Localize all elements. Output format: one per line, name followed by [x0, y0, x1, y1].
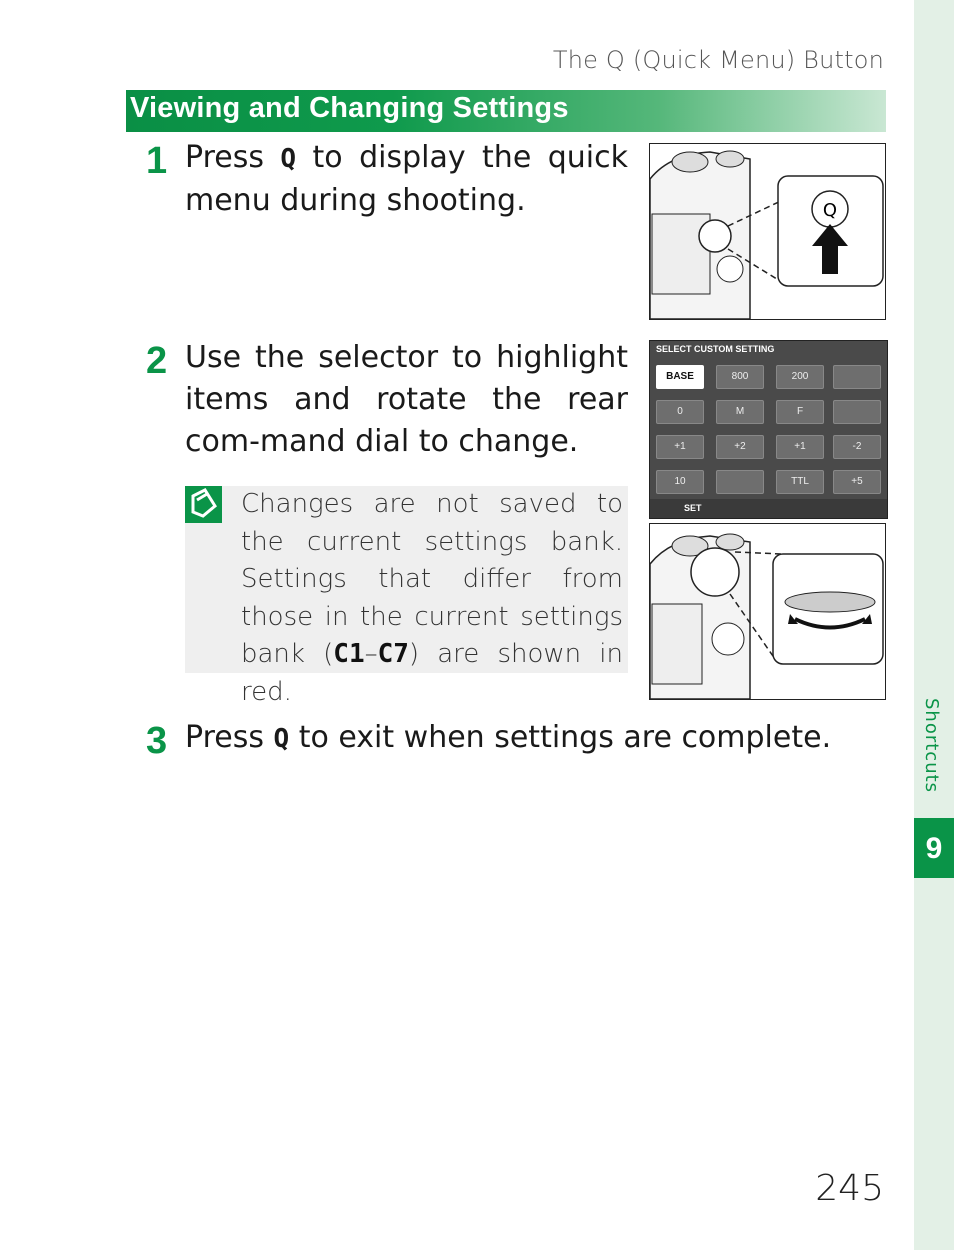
- camera-q-button-illustration: [649, 143, 886, 320]
- section-title: Viewing and Changing Settings: [130, 92, 569, 124]
- quick-menu-cell: +5: [833, 470, 881, 494]
- q-button-label: Q: [822, 200, 838, 221]
- quick-menu-cell: 10: [656, 470, 704, 494]
- step-1-text: [185, 137, 628, 222]
- quick-menu-cell: +1: [776, 435, 824, 459]
- quick-menu-cell: 200: [776, 365, 824, 389]
- q-key-label: Q: [273, 724, 290, 754]
- c1-label: C1: [333, 639, 365, 670]
- quick-menu-cell: BASE: [656, 365, 704, 389]
- note-box: [185, 486, 628, 707]
- step-2-text: Use the selector to highlight items and rotate the rear com-mand dial to change.: [185, 340, 628, 459]
- note-text-after: ) are shown in red.: [241, 639, 623, 707]
- step-1-text-before: Press: [185, 140, 281, 175]
- quick-menu-screen: [649, 340, 888, 519]
- note-pencil-icon: [185, 486, 222, 523]
- quick-menu-cell: [833, 365, 881, 389]
- set-label: SET: [684, 503, 702, 513]
- quick-menu-cell: F: [776, 400, 824, 424]
- section-heading-bar: [126, 90, 886, 132]
- quick-menu-cell: [716, 470, 764, 494]
- page-number: 245: [815, 1168, 884, 1209]
- note-dash: –: [364, 639, 378, 670]
- quick-menu-cell: 0: [656, 400, 704, 424]
- camera-command-dial-illustration: [649, 523, 886, 700]
- quick-menu-cell: TTL: [776, 470, 824, 494]
- step-3-text-before: Press: [185, 720, 274, 755]
- step-1-number: 1: [146, 140, 168, 182]
- quick-menu-cell: [833, 400, 881, 424]
- chapter-number: 9: [914, 818, 954, 878]
- quick-menu-title: SELECT CUSTOM SETTING: [656, 344, 775, 354]
- quick-menu-cell: 800: [716, 365, 764, 389]
- c7-label: C7: [377, 639, 409, 670]
- note-text-before: Changes are not saved to the current settings bank. Settings that differ from those in the current settings bank (: [241, 489, 623, 670]
- quick-menu-cell: +2: [716, 435, 764, 459]
- quick-menu-cell: M: [716, 400, 764, 424]
- step-3-text: [185, 717, 885, 760]
- step-1-text-after: to display the quick menu during shooting.: [185, 140, 628, 218]
- chapter-side-tab: [914, 0, 954, 1250]
- step-3-text-after: to exit when settings are complete.: [289, 720, 832, 755]
- quick-menu-cell: +1: [656, 435, 704, 459]
- chapter-label: Shortcuts: [921, 698, 942, 794]
- step-3-number: 3: [146, 720, 168, 762]
- running-header: The Q (Quick Menu) Button: [552, 46, 884, 74]
- q-key-label: Q: [280, 144, 297, 174]
- step-2-number: 2: [146, 340, 168, 382]
- quick-menu-cell: -2: [833, 435, 881, 459]
- quick-menu-footer: [650, 499, 887, 518]
- note-text: [241, 486, 623, 712]
